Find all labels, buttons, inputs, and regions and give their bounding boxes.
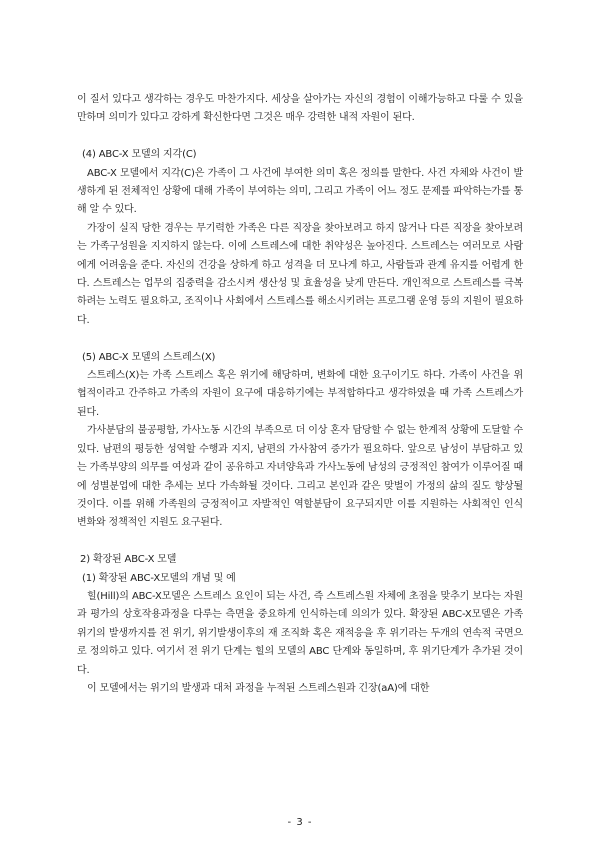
body-paragraph: 이 질서 있다고 생각하는 경우도 마찬가지다. 세상을 살아가는 자신의 경험이 이해가능하고 다룰 수 있을 만하며 의미가 있다고 강하게 확신한다면 그것은 매우 강력한 내적 자원이 된다. [77,94,523,124]
page-number: - 3 - [287,817,313,828]
body-paragraph: 가장이 실직 당한 경우는 무기력한 가족은 다른 직장을 찾아보려고 하지 않거나 다른 직장을 찾아보려는 가족구성원을 지지하지 않는다. 이에 스트레스에 대한 취약성은 높아진다. 스트레스는 여러모로 사람에게 어려움을 준다. 자신의 건강을 상하게 하고 성격을 더 모나게 하고, 사람들과 관계 유지를 어렵게 한다. 스트레스는 업무의 집중력을 감소시켜 생산성 및 효율성을 낮게 만든다. 개인적으로 스트레스를 극복하려는 노력도 필요하고, 조직이나 사회에서 스트레스를 해소시키려는 프로그램 운영 등의 지원이 필요하다. [77,222,523,326]
document-body [77,91,523,698]
section-heading: (4) ABC-X 모델의 지각(C) [82,149,197,161]
body-paragraph: 가사분담의 불공평함, 가사노동 시간의 부족으로 더 이상 혼자 담당할 수 없는 한계적 상황에 도달할 수 있다. 남편의 평등한 성역할 수행과 지지, 남편의 가사참여 증가가 필요하다. 앞으로 남성이 부담하고 있는 가족부양의 의무를 여성과 같이 공유하고 자녀양육과 가사노동에 남성의 긍정적인 참여가 이루어질 때에 성별분업에 대한 추세는 보다 가속화될 것이다. 그리고 본인과 같은 맞벌이 가정의 삶의 질도 향상될 것이다. 이를 위해 가족원의 긍정적이고 자발적인 역할분담이 요구되지만 이를 지원하는 사회적인 인식 변화와 정책적인 지원도 요구된다. [77,425,523,529]
section-heading: (1) 확장된 ABC-X모델의 개념 및 예 [82,572,236,584]
paragraph-spacer [77,128,523,146]
paragraph-spacer [77,533,523,551]
body-paragraph: 스트레스(X)는 가족 스트레스 혹은 위기에 해당하며, 변화에 대한 요구이기도 하다. 가족이 사건을 위협적이라고 간주하고 가족의 자원이 요구에 대응하기에는 부적합하다고 생각하였을 때 가족 스트레스가 된다. [77,370,523,418]
main-section-heading: 2) 확장된 ABC-X 모델 [80,554,177,566]
body-paragraph: ABC-X 모델에서 지각(C)은 가족이 그 사건에 부여한 의미 혹은 정의를 말한다. 사건 자체와 사건이 발생하게 된 전체적인 상황에 대해 가족이 부여하는 의미, 그리고 가족이 어느 정도 문제를 파악하는가를 통해 알 수 있다. [77,167,523,216]
paragraph-spacer [77,330,523,348]
body-paragraph: 힐(Hill)의 ABC-X모델은 스트레스 요인이 되는 사건, 즉 스트레스원 자체에 초점을 맞추기 보다는 자원과 평가의 상호작용과정을 다루는 측면을 중요하게 인식하는데 의의가 있다. 확장된 ABC-X모델은 가족위기의 발생까지를 전 위기, 위기발생이후의 재 조직화 혹은 재적응을 후 위기라는 두개의 연속적 국면으로 정의하고 있다. 여기서 전 위기 단계는 힐의 모델의 ABC 단계와 동일하며, 후 위기단계가 추가된 것이다. [77,590,523,676]
section-heading: (5) ABC-X 모델의 스트레스(X) [82,351,216,363]
body-paragraph: 이 모델에서는 위기의 발생과 대처 과정을 누적된 스트레스원과 긴장(aA)에 대한 [87,682,430,694]
